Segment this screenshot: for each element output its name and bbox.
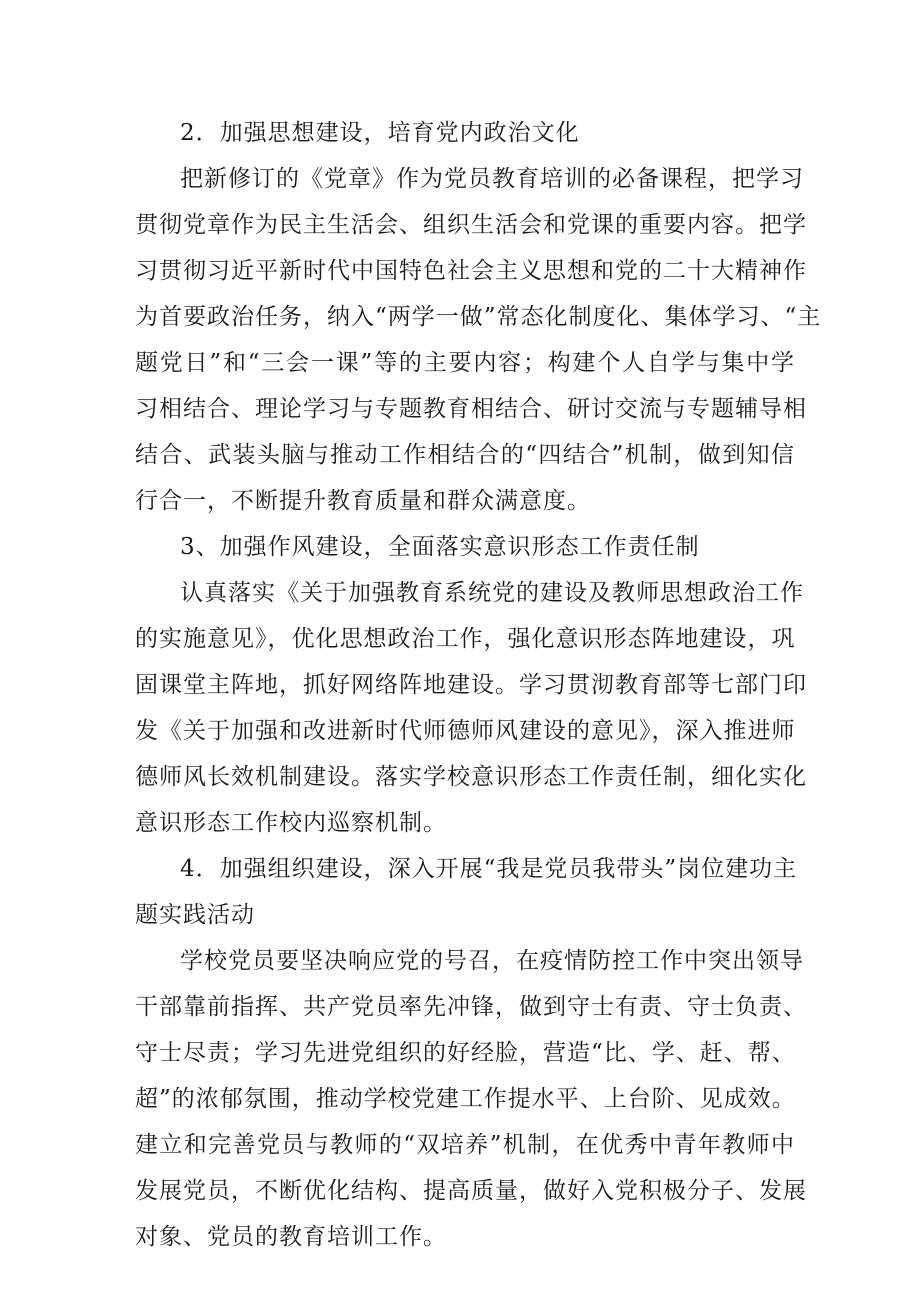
paragraph-line: 守士尽责；学习先进党组织的好经脸，营造“比、学、赶、帮、	[135, 1040, 796, 1066]
paragraph-line: 学校党员要坚决响应党的号召，在疫情防控工作中突出领导	[180, 948, 804, 974]
paragraph-line: 发展党员，不断优化结构、提高质量，做好入党积极分子、发展	[135, 1178, 807, 1204]
paragraph-line: 干部靠前指挥、共产党员率先冲锋，做到守士有责、守士负责、	[135, 994, 807, 1020]
paragraph-line: 把新修订的《党章》作为党员教育培训的必备课程，把学习	[180, 166, 804, 192]
paragraph-line: 意识形态工作校内巡察机制。	[135, 810, 447, 836]
section-heading-continuation: 题实践活动	[135, 902, 255, 928]
paragraph-line: 行合一，不断提升教育质量和群众满意度。	[135, 488, 591, 514]
paragraph-line: 题党日”和“三会一课”等的主要内容；构建个人自学与集中学	[135, 350, 795, 376]
paragraph-line: 超”的浓郁氛围，推动学校党建工作提水平、上台阶、见成效。	[135, 1086, 796, 1112]
paragraph-line: 习贯彻习近平新时代中国特色社会主义思想和党的二十大精神作	[135, 258, 807, 284]
section-heading: 2．加强思想建设，培育党内政治文化	[180, 120, 580, 146]
paragraph-line: 为首要政治任务，纳入“两学一做”常态化制度化、集体学习、“主	[135, 304, 822, 330]
section-heading: 3、加强作风建设，全面落实意识形态工作责任制	[180, 534, 700, 560]
section-heading: 4．加强组织建设，深入开展“我是党员我带头”岗位建功主	[180, 856, 798, 882]
paragraph-line: 固课堂主阵地，抓好网络阵地建设。学习贯沏教育部等七部门印	[135, 672, 807, 698]
paragraph-line: 贯彻党章作为民主生活会、组织生活会和党课的重要内容。把学	[135, 212, 807, 238]
paragraph-line: 的实施意见》，优化思想政治工作，强化意识形态阵地建设，巩	[135, 626, 796, 652]
paragraph-line: 认真落实《关于加强教育系统党的建设及教师思想政治工作	[180, 580, 804, 606]
paragraph-line: 对象、党员的教育培训工作。	[135, 1224, 447, 1250]
paragraph-line: 发《关于加强和改进新时代师德师风建设的意见》，深入推进师	[135, 718, 796, 744]
paragraph-line: 习相结合、理论学习与专题教育相结合、研讨交流与专题辅导相	[135, 396, 807, 422]
paragraph-line: 德师风长效机制建设。落实学校意识形态工作责任制，细化实化	[135, 764, 807, 790]
paragraph-line: 建立和完善党员与教师的“双培养”机制，在优秀中青年教师中	[135, 1132, 795, 1158]
paragraph-line: 结合、武装头脑与推动工作相结合的“四结合”机制，做到知信	[135, 442, 795, 468]
